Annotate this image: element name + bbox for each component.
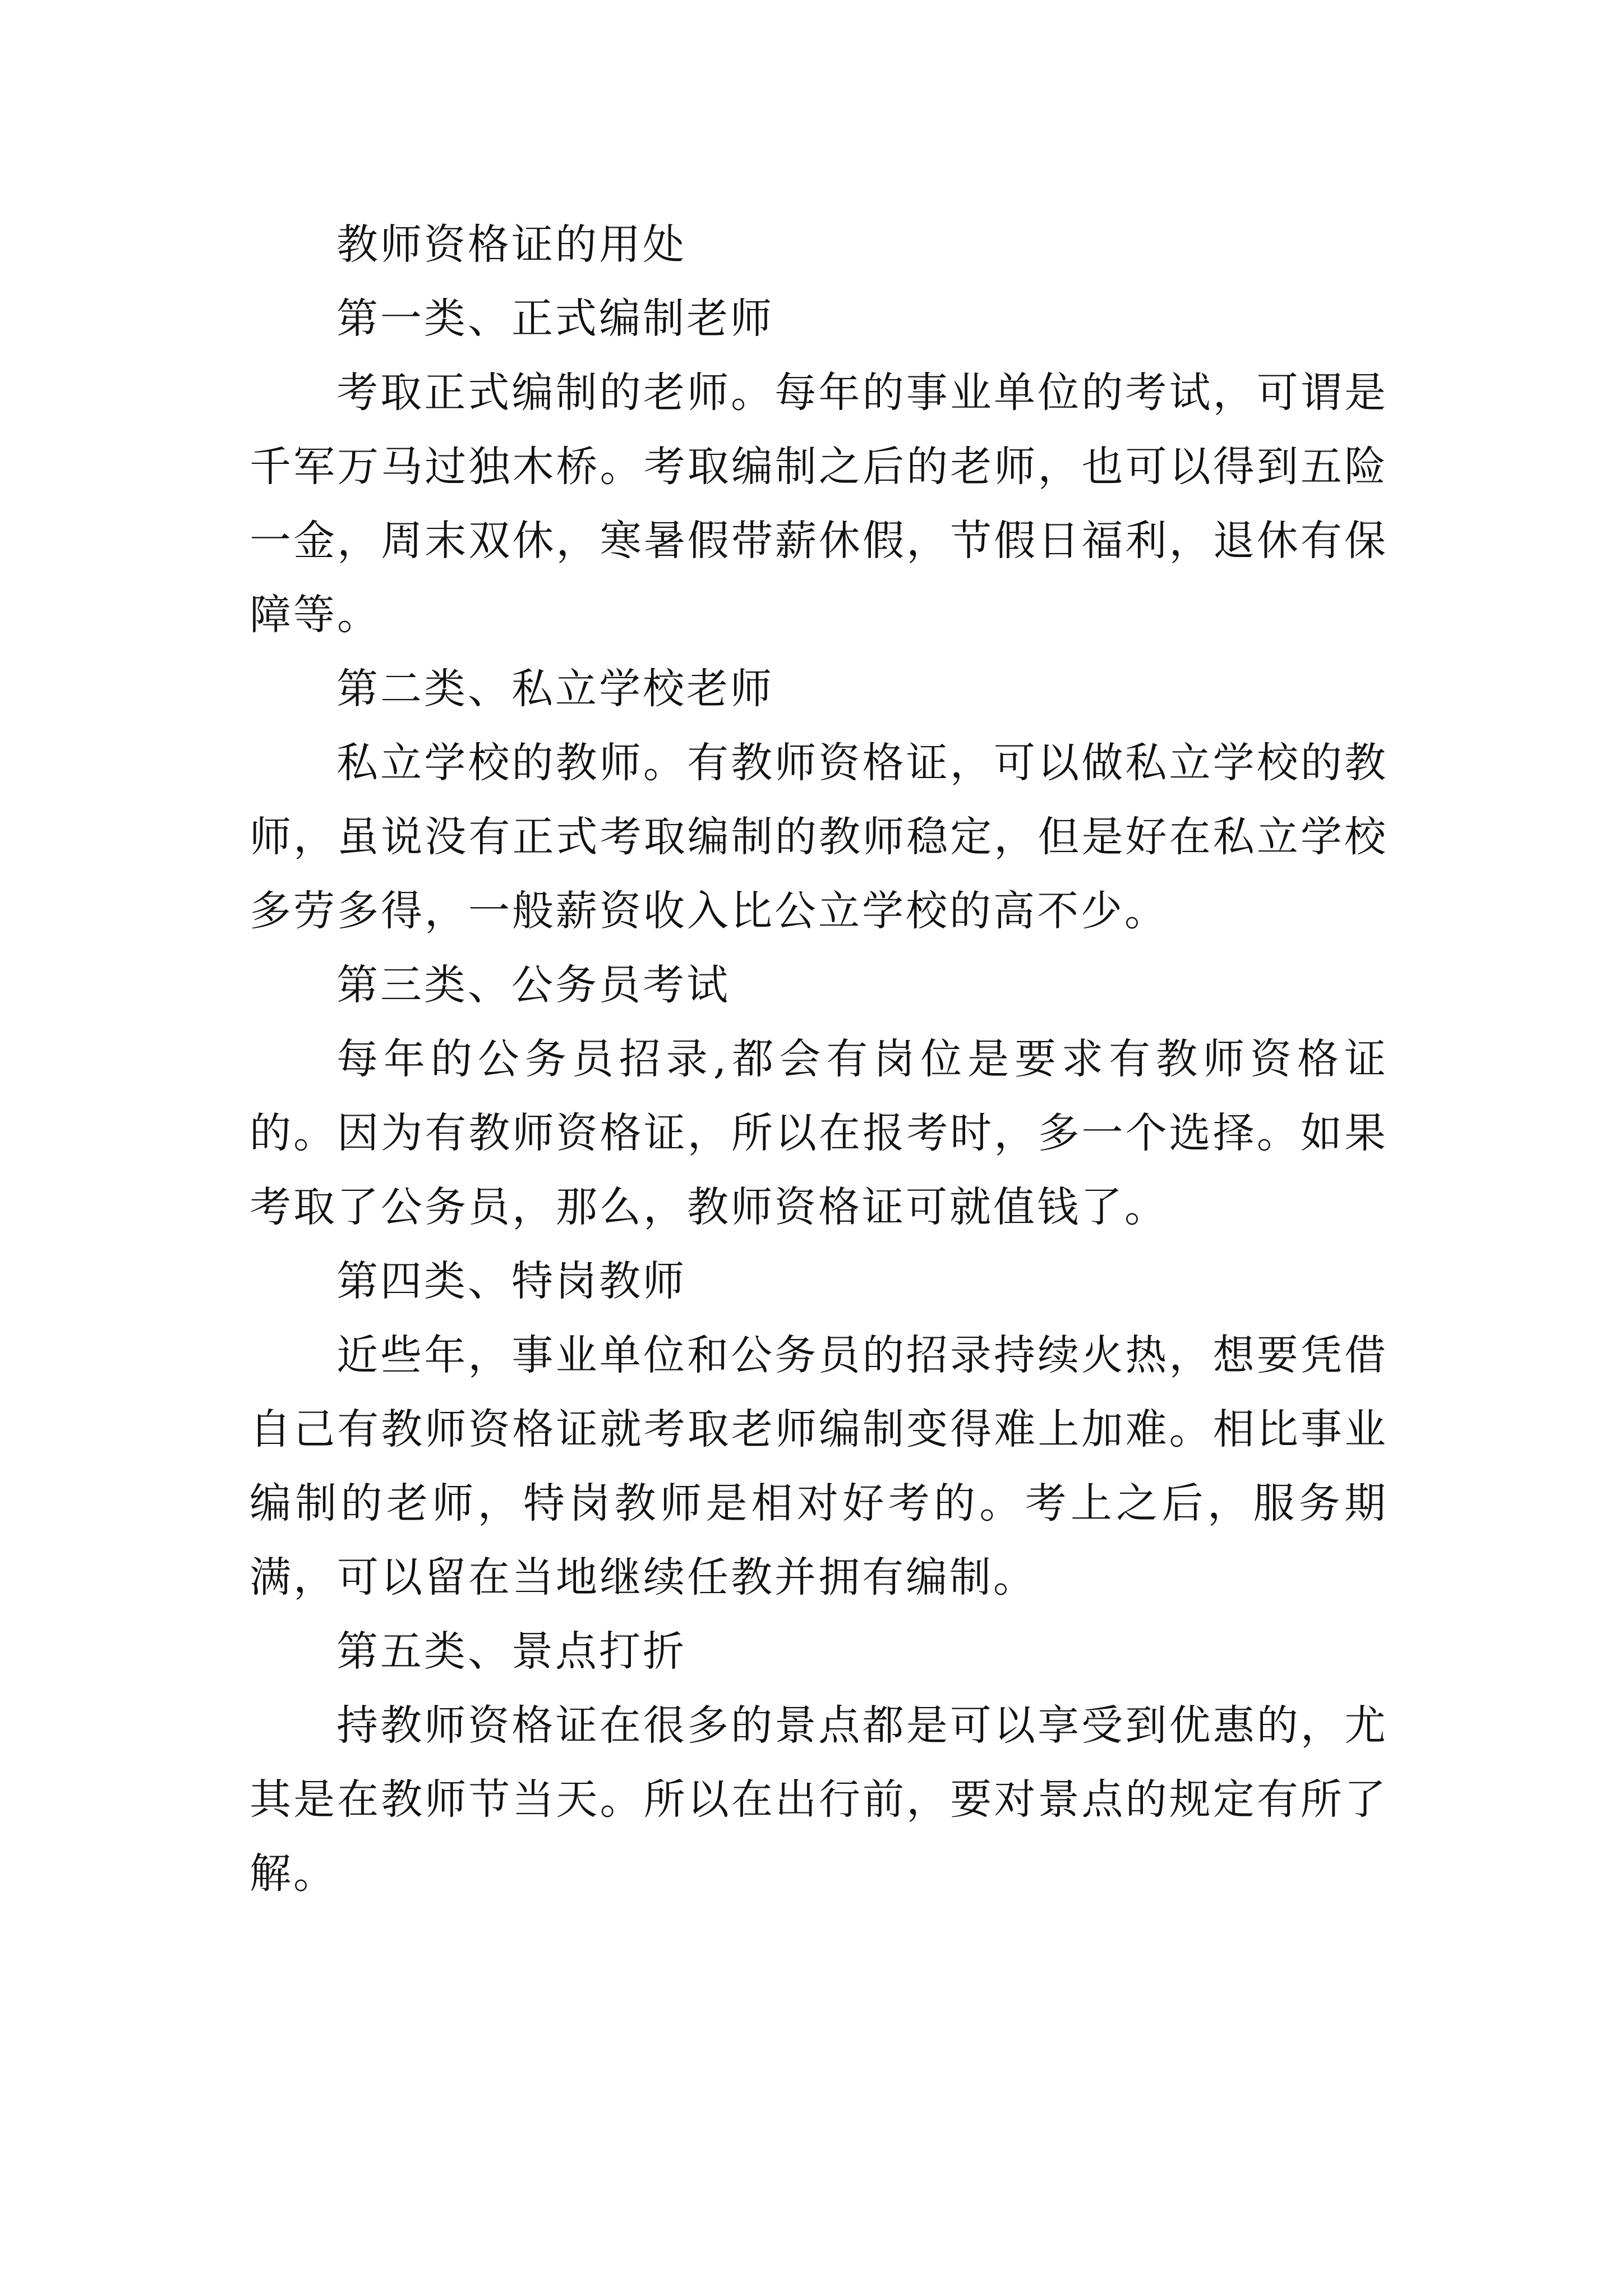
section-heading-1: 第一类、正式编制老师 (336, 295, 774, 343)
section-paragraph-2: 私立学校的教师。有教师资格证，可以做私立学校的教师，虽说没有正式考取编制的教师稳定，但是好在私立学校多劳多得，一般薪资收入比公立学校的高不少。 (250, 739, 1388, 935)
document-title: 教师资格证的用处 (336, 220, 686, 269)
section-heading-5: 第五类、景点打折 (336, 1627, 686, 1676)
section-paragraph-3: 每年的公务员招录,都会有岗位是要求有教师资格证的。因为有教师资格证，所以在报考时，多一个选择。如果考取了公务员，那么，教师资格证可就值钱了。 (250, 1035, 1388, 1231)
section-paragraph-4: 近些年，事业单位和公务员的招录持续火热，想要凭借自己有教师资格证就考取老师编制变得难上加难。相比事业编制的老师，特岗教师是相对好考的。考上之后，服务期满，可以留在当地继续任教并拥有编制。 (250, 1331, 1388, 1602)
section-paragraph-5: 持教师资格证在很多的景点都是可以享受到优惠的，尤其是在教师节当天。所以在出行前，要对景点的规定有所了解。 (250, 1701, 1388, 1898)
section-paragraph-1: 考取正式编制的老师。每年的事业单位的考试，可谓是千军万马过独木桥。考取编制之后的老师，也可以得到五险一金，周末双休，寒暑假带薪休假，节假日福利，退休有保障等。 (250, 369, 1388, 639)
section-heading-2: 第二类、私立学校老师 (336, 665, 774, 713)
section-heading-3: 第三类、公务员考试 (336, 961, 730, 1009)
section-heading-4: 第四类、特岗教师 (336, 1257, 686, 1305)
document-body (250, 208, 1388, 1911)
